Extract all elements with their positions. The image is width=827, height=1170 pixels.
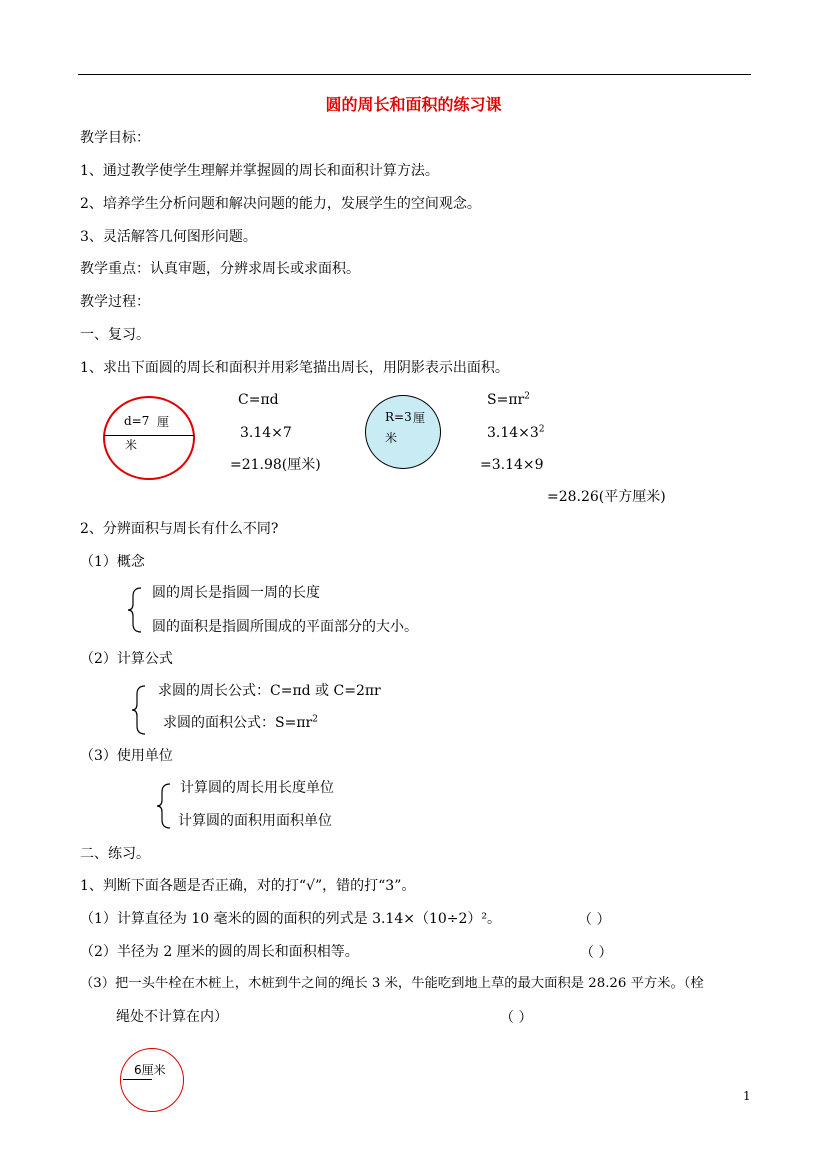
concept-area: 圆的面积是指圆所围成的平面部分的大小。 bbox=[152, 619, 418, 635]
review-heading: 一、复习。 bbox=[80, 327, 150, 343]
objectives-heading: 教学目标： bbox=[80, 130, 150, 146]
radius-6cm-circle bbox=[120, 1048, 184, 1112]
objective-3: 3、灵活解答几何图形问题。 bbox=[80, 229, 257, 245]
diameter-unit-2: 米 bbox=[125, 438, 138, 452]
radius-6cm-figure bbox=[120, 1048, 184, 1112]
circumference-formula: C=πd bbox=[238, 392, 279, 408]
unit-circumference: 计算圆的周长用长度单位 bbox=[180, 780, 334, 796]
review-question-2: 2、分辨面积与周长有什么不同? bbox=[80, 521, 279, 537]
page-title: 圆的周长和面积的练习课 bbox=[325, 95, 502, 114]
concept-brace bbox=[126, 586, 146, 634]
unit-area: 计算圆的面积用面积单位 bbox=[178, 813, 332, 829]
area-formula-text: 求圆的面积公式：$S=\pi r^2$ bbox=[163, 714, 318, 731]
judge-item-3-line-2: 绳处不计算在内） bbox=[116, 1009, 228, 1025]
circumference-step: 3.14×7 bbox=[240, 425, 292, 441]
practice-question-1: 1、判断下面各题是否正确，对的打“√”，错的打“3”。 bbox=[80, 878, 416, 894]
diameter-unit-1: 厘 bbox=[157, 415, 170, 429]
process-heading: 教学过程： bbox=[80, 294, 150, 310]
header-rule bbox=[78, 74, 751, 75]
judge-answer-blank-2[interactable]: （ ） bbox=[580, 945, 613, 961]
objective-2: 2、培养学生分析问题和解决问题的能力，发展学生的空间观念。 bbox=[80, 196, 481, 212]
diameter-line bbox=[104, 435, 194, 436]
review-question-1: 1、求出下面圆的周长和面积并用彩笔描出周长，用阴影表示出面积。 bbox=[80, 360, 509, 376]
radius-unit-1: 厘 bbox=[413, 411, 426, 425]
diameter-label: d=7 bbox=[124, 414, 150, 428]
circumference-result: =21.98(厘米) bbox=[230, 457, 321, 473]
diameter-circle bbox=[103, 396, 195, 480]
unit-heading: （3）使用单位 bbox=[80, 748, 173, 764]
formula-heading: （2）计算公式 bbox=[80, 651, 173, 667]
circumference-formula-text: 求圆的周长公式：C=πd 或 C=2πr bbox=[158, 683, 381, 699]
objective-1: 1、通过教学使学生理解并掌握圆的周长和面积计算方法。 bbox=[80, 163, 439, 179]
radius-circle-figure bbox=[365, 395, 441, 469]
key-point: 教学重点：认真审题，分辨求周长或求面积。 bbox=[80, 261, 360, 277]
concept-circumference: 圆的周长是指圆一周的长度 bbox=[152, 585, 320, 601]
concept-heading: （1）概念 bbox=[80, 554, 145, 570]
diameter-circle-figure bbox=[103, 396, 195, 480]
area-formula: $S=\pi r^2$ bbox=[487, 391, 530, 408]
area-step-2: =3.14×9 bbox=[480, 457, 544, 473]
judge-item-3-line-1: （3）把一头牛栓在木桩上，木桩到牛之间的绳长 3 米，牛能吃到地上草的最大面积是 28.26 平方米。（栓 bbox=[80, 976, 704, 991]
judge-item-2: （2）半径为 2 厘米的圆的周长和面积相等。 bbox=[80, 944, 359, 960]
page-number: 1 bbox=[743, 1089, 751, 1103]
judge-answer-blank-3[interactable]: （ ） bbox=[500, 1010, 533, 1026]
formula-brace bbox=[130, 684, 150, 736]
unit-brace bbox=[155, 782, 175, 830]
radius-unit-2: 米 bbox=[385, 431, 398, 445]
radius-6cm-label: 6厘米 bbox=[134, 1063, 166, 1077]
judge-answer-blank-1[interactable]: （ ） bbox=[578, 912, 611, 928]
practice-heading: 二、练习。 bbox=[80, 846, 150, 862]
radius-label: R=3 bbox=[385, 410, 412, 424]
area-step-1: $3.14\times 3^2$ bbox=[487, 424, 545, 441]
area-result: =28.26(平方厘米) bbox=[547, 489, 666, 505]
judge-item-1: （1）计算直径为 10 毫米的圆的面积的列式是 3.14×（10÷2）²。 bbox=[80, 911, 502, 927]
